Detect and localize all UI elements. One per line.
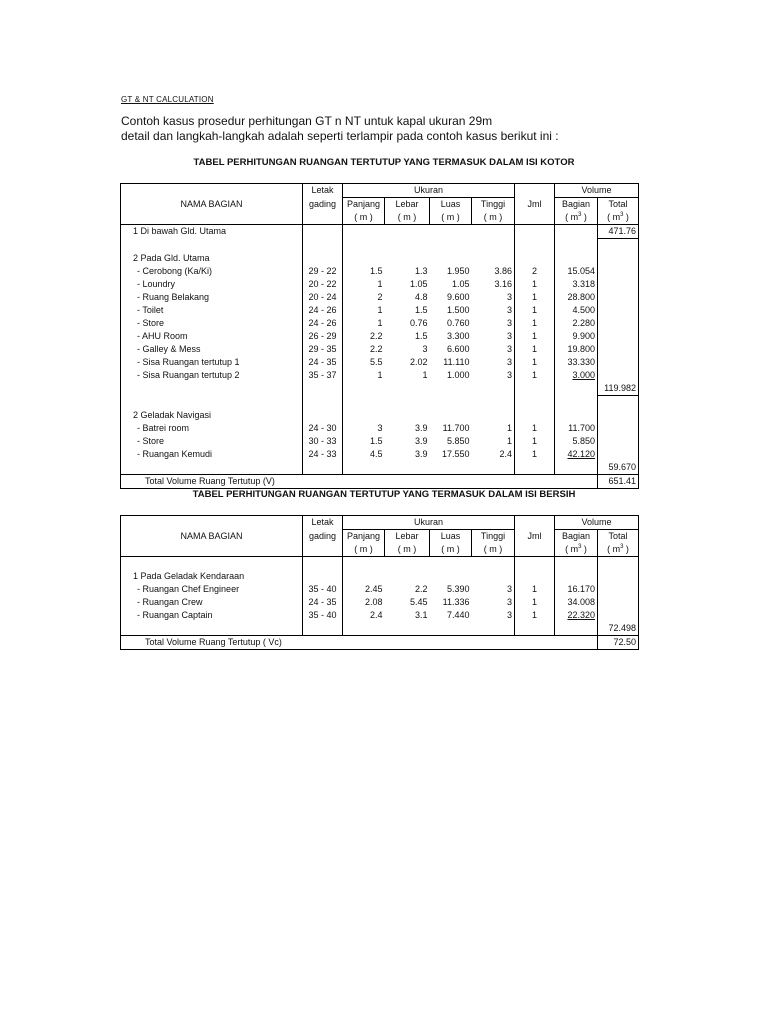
unit-tinggi: ( m ) <box>472 211 515 225</box>
header-tinggi: Tinggi <box>472 530 515 544</box>
section-row <box>121 409 639 422</box>
cell-gading: 24 - 30 <box>303 422 343 435</box>
cell-panjang: 2.4 <box>369 610 383 620</box>
cell-lebar: 2.2 <box>414 584 428 594</box>
intro-line-2: detail dan langkah-langkah adalah seperti terlampir pada contoh kasus berikut ini : <box>121 129 559 143</box>
header-panjang: Panjang <box>343 530 385 544</box>
table-row <box>121 291 639 304</box>
section-rows <box>121 422 639 461</box>
table-row <box>121 596 639 609</box>
table-row <box>121 369 639 382</box>
cell-luas: 11.336 <box>442 597 470 607</box>
section-total: 471.76 <box>598 225 639 239</box>
header-tinggi: Tinggi <box>472 198 515 212</box>
header-luas: Luas <box>430 198 472 212</box>
cell-bagian: 11.700 <box>555 422 598 435</box>
cell-name: - Galley & Mess <box>121 343 303 356</box>
section-rows <box>121 265 639 382</box>
cell-panjang: 1.5 <box>369 436 383 446</box>
header-letak: Letak <box>303 184 343 198</box>
section-rows <box>121 583 639 622</box>
header-gading: gading <box>303 198 343 212</box>
cell-bagian: 3.000 <box>555 369 598 382</box>
cell-jml: 1 <box>515 435 555 448</box>
cell-lebar: 0.76 <box>409 318 428 328</box>
cell-tinggi: 2.4 <box>472 448 515 461</box>
table-row <box>121 317 639 330</box>
cell-name: - Loundry <box>121 278 303 291</box>
closed-spaces-gross-table <box>120 183 639 489</box>
section-row <box>121 252 639 265</box>
cell-jml: 1 <box>515 356 555 369</box>
unit-luas: ( m ) <box>430 211 472 225</box>
cell-jml: 1 <box>515 422 555 435</box>
cell-luas: 5.390 <box>446 584 470 594</box>
cell-tinggi: 3 <box>472 343 515 356</box>
header-gading: gading <box>303 530 343 544</box>
section-total: 59.670 <box>598 461 639 475</box>
cell-jml: 1 <box>515 304 555 317</box>
section-label: 1 Di bawah Gld. Utama <box>121 225 303 239</box>
cell-lebar: 3.9 <box>414 449 428 459</box>
cell-gading: 35 - 40 <box>303 583 343 596</box>
table-row <box>121 330 639 343</box>
cell-tinggi: 3 <box>472 596 515 609</box>
cell-gading: 24 - 26 <box>303 304 343 317</box>
header-letak: Letak <box>303 516 343 530</box>
cell-luas: 1.500 <box>446 305 470 315</box>
cell-gading: 30 - 33 <box>303 435 343 448</box>
cell-lebar: 3.1 <box>414 610 428 620</box>
unit-bagian: ( $m^3$ ) <box>555 211 598 225</box>
section-row <box>121 570 639 583</box>
cell-jml: 1 <box>515 583 555 596</box>
cell-panjang: 2.2 <box>369 331 383 341</box>
cell-gading: 29 - 22 <box>303 265 343 278</box>
header-bagian: Bagian <box>555 198 598 212</box>
cell-lebar: 1.05 <box>409 279 428 289</box>
table-row <box>121 265 639 278</box>
grand-total-value: 72.50 <box>598 636 639 650</box>
cell-lebar: 1.3 <box>414 266 428 276</box>
grand-total-value: 651.41 <box>598 475 639 489</box>
table-row <box>121 278 639 291</box>
cell-panjang: 2.2 <box>369 344 383 354</box>
cell-tinggi: 3.86 <box>472 265 515 278</box>
header-panjang: Panjang <box>343 198 385 212</box>
cell-gading: 24 - 35 <box>303 356 343 369</box>
cell-bagian: 5.850 <box>555 435 598 448</box>
cell-luas: 6.600 <box>446 344 470 354</box>
table-header-units-row <box>121 543 639 557</box>
cell-tinggi: 3 <box>472 583 515 596</box>
table-header-row <box>121 184 639 198</box>
cell-name: - Ruangan Kemudi <box>121 448 303 461</box>
unit-tinggi: ( m ) <box>472 543 515 557</box>
cell-bagian: 15.054 <box>555 265 598 278</box>
cell-panjang: 1 <box>377 305 383 315</box>
header-nama-bagian: NAMA BAGIAN <box>121 198 303 212</box>
cell-bagian: 28.800 <box>555 291 598 304</box>
cell-gading: 20 - 24 <box>303 291 343 304</box>
section-total: 119.982 <box>598 382 639 396</box>
cell-lebar: 5.45 <box>409 597 428 607</box>
cell-panjang: 1.5 <box>369 266 383 276</box>
cell-bagian: 42.120 <box>555 448 598 461</box>
header-bagian: Bagian <box>555 530 598 544</box>
cell-panjang: 4.5 <box>369 449 383 459</box>
cell-tinggi: 3 <box>472 330 515 343</box>
section-row <box>121 225 639 239</box>
cell-bagian: 2.280 <box>555 317 598 330</box>
header-luas: Luas <box>430 530 472 544</box>
table-header-units-row <box>121 211 639 225</box>
table-header-row <box>121 516 639 530</box>
header-volume: Volume <box>555 184 639 198</box>
cell-tinggi: 3 <box>472 317 515 330</box>
unit-lebar: ( m ) <box>385 543 430 557</box>
unit-panjang: ( m ) <box>343 543 385 557</box>
header-volume: Volume <box>555 516 639 530</box>
section-total: 72.498 <box>598 622 639 636</box>
cell-lebar: 4.8 <box>414 292 428 302</box>
cell-name: - Cerobong (Ka/Ki) <box>121 265 303 278</box>
cell-gading: 26 - 29 <box>303 330 343 343</box>
cell-name: - Sisa Ruangan tertutup 1 <box>121 356 303 369</box>
table-row <box>121 356 639 369</box>
cell-bagian: 9.900 <box>555 330 598 343</box>
unit-lebar: ( m ) <box>385 211 430 225</box>
cell-name: - Sisa Ruangan tertutup 2 <box>121 369 303 382</box>
table-row <box>121 435 639 448</box>
section-total-row <box>121 382 639 396</box>
cell-jml: 2 <box>515 265 555 278</box>
cell-bagian: 34.008 <box>555 596 598 609</box>
cell-lebar: 2.02 <box>409 357 428 367</box>
section-total-row <box>121 622 639 636</box>
header-total: Total <box>598 198 639 212</box>
table-row <box>121 343 639 356</box>
cell-luas: 9.600 <box>446 292 470 302</box>
cell-jml: 1 <box>515 317 555 330</box>
header-nama-bagian: NAMA BAGIAN <box>121 530 303 544</box>
cell-bagian: 3.318 <box>555 278 598 291</box>
unit-total: ( $m^3$ ) <box>598 211 639 225</box>
cell-gading: 35 - 40 <box>303 609 343 622</box>
unit-bagian: ( $m^3$ ) <box>555 543 598 557</box>
cell-name: - Ruang Belakang <box>121 291 303 304</box>
grand-total-label: Total Volume Ruang Tertutup (V) <box>121 475 598 489</box>
cell-jml: 1 <box>515 278 555 291</box>
cell-name: - Store <box>121 435 303 448</box>
table-row <box>121 583 639 596</box>
cell-jml: 1 <box>515 369 555 382</box>
cell-bagian: 16.170 <box>555 583 598 596</box>
cell-luas: 0.760 <box>446 318 470 328</box>
cell-bagian: 22.320 <box>555 609 598 622</box>
cell-name: - AHU Room <box>121 330 303 343</box>
closed-spaces-net-table <box>120 515 639 650</box>
cell-panjang: 3 <box>377 423 383 433</box>
cell-tinggi: 1 <box>472 422 515 435</box>
cell-name: - Ruangan Chef Engineer <box>121 583 303 596</box>
cell-lebar: 3.9 <box>414 436 428 446</box>
cell-panjang: 5.5 <box>369 357 383 367</box>
section-total-row <box>121 461 639 475</box>
cell-tinggi: 3 <box>472 356 515 369</box>
unit-panjang: ( m ) <box>343 211 385 225</box>
cell-gading: 24 - 26 <box>303 317 343 330</box>
section-label: 1 Pada Geladak Kendaraan <box>121 570 303 583</box>
cell-bagian: 4.500 <box>555 304 598 317</box>
cell-lebar: 3 <box>422 344 428 354</box>
cell-tinggi: 3 <box>472 369 515 382</box>
cell-luas: 11.110 <box>443 357 470 367</box>
header-lebar: Lebar <box>385 198 430 212</box>
table-header-row <box>121 530 639 544</box>
cell-tinggi: 1 <box>472 435 515 448</box>
cell-lebar: 1 <box>422 370 428 380</box>
intro-line-1: Contoh kasus prosedur perhitungan GT n NT untuk kapal ukuran 29m <box>121 114 493 128</box>
cell-tinggi: 3 <box>472 304 515 317</box>
grand-total-row <box>121 475 639 489</box>
cell-gading: 29 - 35 <box>303 343 343 356</box>
cell-bagian: 19.800 <box>555 343 598 356</box>
header-jml: Jml <box>515 530 555 544</box>
cell-tinggi: 3.16 <box>472 278 515 291</box>
table-row <box>121 609 639 622</box>
cell-luas: 1.05 <box>451 279 470 289</box>
cell-name: - Ruangan Crew <box>121 596 303 609</box>
cell-gading: 35 - 37 <box>303 369 343 382</box>
cell-panjang: 2.08 <box>364 597 383 607</box>
cell-lebar: 3.9 <box>414 423 428 433</box>
header-jml: Jml <box>515 198 555 212</box>
table-row <box>121 448 639 461</box>
cell-luas: 1.950 <box>446 266 470 276</box>
table2-title: TABEL PERHITUNGAN RUANGAN TERTUTUP YANG TERMASUK DALAM ISI BERSIH <box>192 489 576 500</box>
cell-tinggi: 3 <box>472 291 515 304</box>
unit-luas: ( m ) <box>430 543 472 557</box>
cell-name: - Store <box>121 317 303 330</box>
header-total: Total <box>598 530 639 544</box>
cell-name: - Toilet <box>121 304 303 317</box>
header-lebar: Lebar <box>385 530 430 544</box>
cell-jml: 1 <box>515 448 555 461</box>
unit-total: ( $m^3$ ) <box>598 543 639 557</box>
grand-total-row <box>121 636 639 650</box>
cell-luas: 3.300 <box>446 331 470 341</box>
cell-jml: 1 <box>515 291 555 304</box>
cell-jml: 1 <box>515 596 555 609</box>
cell-name: - Batrei room <box>121 422 303 435</box>
cell-luas: 17.550 <box>441 449 470 459</box>
cell-gading: 20 - 22 <box>303 278 343 291</box>
cell-gading: 24 - 33 <box>303 448 343 461</box>
table1-title: TABEL PERHITUNGAN RUANGAN TERTUTUP YANG TERMASUK DALAM ISI KOTOR <box>193 157 575 168</box>
header-ukuran: Ukuran <box>343 516 515 530</box>
grand-total-label: Total Volume Ruang Tertutup ( Vc) <box>121 636 598 650</box>
table-row <box>121 422 639 435</box>
cell-luas: 1.000 <box>446 370 470 380</box>
table-row <box>121 304 639 317</box>
cell-luas: 7.440 <box>446 610 470 620</box>
cell-jml: 1 <box>515 343 555 356</box>
cell-luas: 5.850 <box>446 436 470 446</box>
cell-panjang: 2.45 <box>364 584 383 594</box>
cell-panjang: 1 <box>377 318 383 328</box>
cell-tinggi: 3 <box>472 609 515 622</box>
cell-lebar: 1.5 <box>414 305 428 315</box>
table-header-row <box>121 198 639 212</box>
cell-panjang: 2 <box>377 292 383 302</box>
cell-bagian: 33.330 <box>555 356 598 369</box>
cell-jml: 1 <box>515 609 555 622</box>
cell-panjang: 1 <box>377 279 383 289</box>
cell-luas: 11.700 <box>442 423 470 433</box>
cell-jml: 1 <box>515 330 555 343</box>
section-label: 2 Pada Gld. Utama <box>121 252 303 265</box>
cell-name: - Ruangan Captain <box>121 609 303 622</box>
section-label: 2 Geladak Navigasi <box>121 409 303 422</box>
cell-gading: 24 - 35 <box>303 596 343 609</box>
header-ukuran: Ukuran <box>343 184 515 198</box>
cell-lebar: 1.5 <box>414 331 428 341</box>
cell-panjang: 1 <box>377 370 383 380</box>
document-heading: GT & NT CALCULATION <box>121 95 214 104</box>
